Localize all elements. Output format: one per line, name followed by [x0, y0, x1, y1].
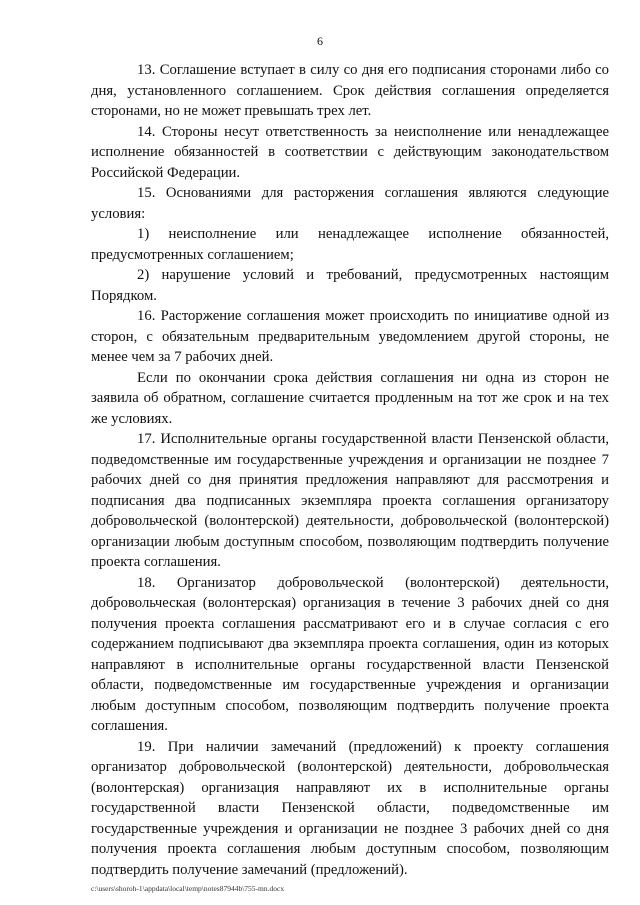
paragraph-16: 16. Расторжение соглашения может происходить по инициативе одной из сторон, с обязательным предварительным уведомлением другой стороны, не менее чем за 7 рабочих дней. [91, 308, 609, 365]
paragraph-19: 19. При наличии замечаний (предложений) к проекту соглашения организатор добровольческой (волонтерской) деятельности, добровольческая (волонтерская) организация направляют их в исполнительные органы государственной власти Пензенской области, подведомственные им государственные учреждения и организации не позднее 3 рабочих дней со дня получения проекта соглашения любым доступным способом, позволяющим подтвердить получение замечаний (предложений). [91, 738, 609, 878]
paragraph-17: 17. Исполнительные органы государственной власти Пензенской области, подведомственные им государственные учреждения и организации не позднее 7 рабочих дней со дня принятия предложения направляют для рассмотрения и подписания два подписанных экземпляра проекта соглашения организатору добровольческой (волонтерской) деятельности, добровольческой (волонтерской) организации любым доступным способом, позволяющим подтвердить получение проекта соглашения. [91, 431, 609, 570]
page-number: 6 [317, 34, 323, 48]
list-item-1: 1) неисполнение или ненадлежащее исполнение обязанностей, предусмотренных соглашением; [91, 226, 609, 263]
paragraph-18: 18. Организатор добровольческой (волонтерской) деятельности, добровольческая (волонтерская) организация в течение 3 рабочих дней со дня получения проекта соглашения рассматривают его и в случае согласия с его содержанием подписывают два экземпляра проекта соглашения, один из которых направляют в исполнительные органы государственной власти Пензенской области, подведомственные им государственные учреждения и организации любым доступным способом, позволяющим подтвердить получение проекта соглашения. [91, 574, 609, 734]
file-path-footer: c:\users\shoroh-1\appdata\local\temp\notes87944b\755-mn.docx [91, 884, 285, 893]
document-body [91, 60, 609, 880]
paragraph-14: 14. Стороны несут ответственность за неисполнение или ненадлежащее исполнение обязанностей в соответствии с действующим законодательством Российской Федерации. [91, 123, 609, 181]
list-item-2: 2) нарушение условий и требований, предусмотренных настоящим Порядком. [91, 267, 609, 304]
paragraph-13: 13. Соглашение вступает в силу со дня его подписания сторонами либо со дня, установленного соглашением. Срок действия соглашения определяется сторонами, но не может превышать трех лет. [91, 62, 609, 119]
paragraph-15: 15. Основаниями для расторжения соглашения являются следующие условия: [91, 185, 609, 222]
paragraph-16-continuation: Если по окончании срока действия соглашения ни одна из сторон не заявила об обратном, соглашение считается продленным на тот же срок и на тех же условиях. [91, 369, 609, 427]
